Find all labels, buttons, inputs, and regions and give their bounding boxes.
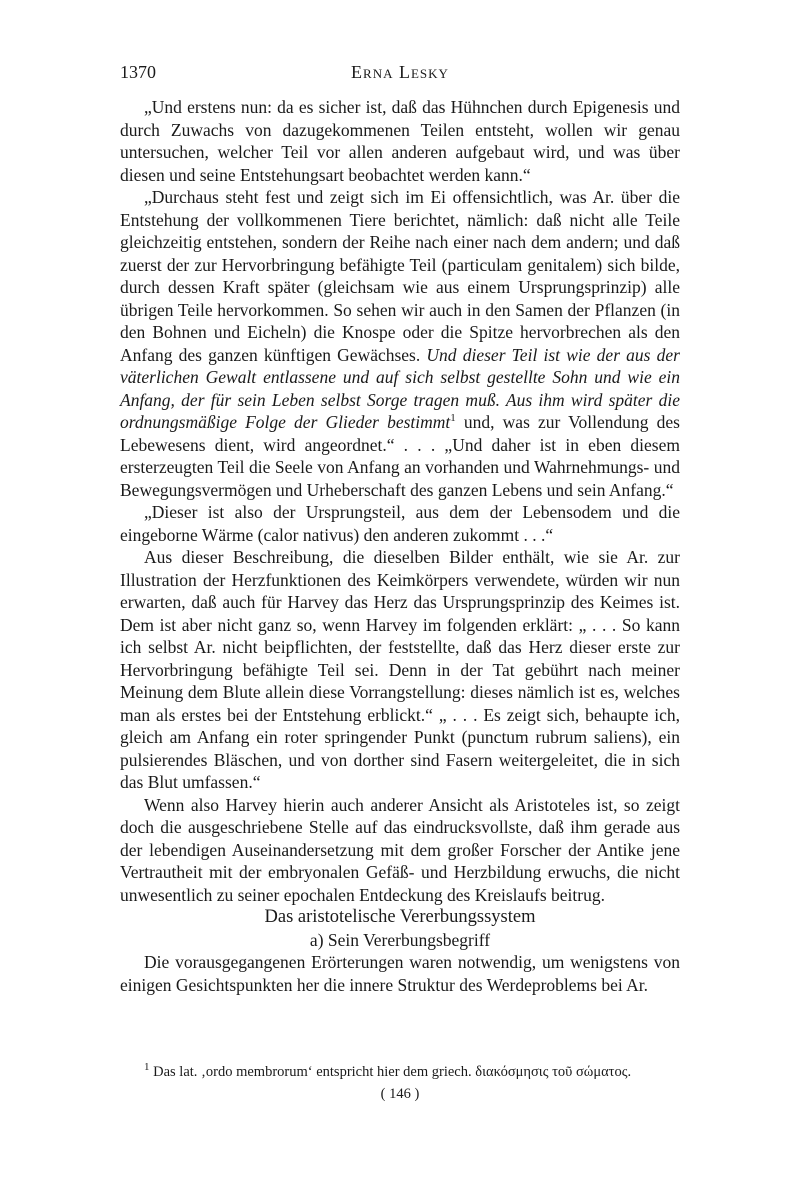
paragraph-2 xyxy=(120,186,680,501)
paragraph-2-italic: Und dieser Teil ist wie der aus der väterlichen Gewalt entlassene und auf sich selbst gestellte Sohn und wie ein Anfang, der für sein Leben selbst Sorge tragen muß. Aus ihm wird später die ordnungsmäßige Folge der Glieder bestimmt xyxy=(120,344,680,432)
paragraph-1: „Und erstens nun: da es sicher ist, daß das Hühnchen durch Epigenesis und durch Zuwachs von dazugekommenen Teilen entsteht, wollen wir genau untersuchen, welcher Teil vor allen anderen aufgebaut wird, und was über diesen und seine Entstehungsart beobachtet werden kann.“ xyxy=(120,97,680,185)
subsection-heading: a) Sein Vererbungsbegriff xyxy=(309,929,491,950)
footnote-reference: 1 xyxy=(450,412,456,425)
footnote-text: Das lat. ‚ordo membrorum‘ entspricht hier dem griech. διακόσμησις τοῦ σώματος. xyxy=(153,1064,632,1080)
section-heading: Das aristotelische Vererbungssystem xyxy=(264,907,536,927)
footnote-marker: 1 xyxy=(144,1061,150,1074)
footer-page-number: ( 146 ) xyxy=(380,1086,420,1102)
paragraph-4: Aus dieser Beschreibung, die dieselben Bilder enthält, wie sie Ar. zur Illustration der Herzfunktionen des Keimkörpers verwendete, würden wir nun erwarten, daß auch für Harvey das Herz das Ursprungsprinzip des Keimes ist. Dem ist aber nicht ganz so, wenn Harvey im folgenden erklärt: „ . . . So kann ich selbst Ar. nicht beipflichten, der feststellte, daß das Herz dieser erste zur Hervorbringung befähigte Teil sei. Denn in der Tat gebührt nach meiner Meinung dem Blute allein diese Vorrangstellung: dieses nämlich ist es, welches man als erstes bei der Entstehung erblickt.“ „ . . . Es zeigt sich, behaupte ich, gleich am Anfang ein roter springender Punkt (punctum rubrum saliens), ein pulsierendes Bläschen, und von dorther sind Fasern weitergeleitet, die in sich das Blut umfassen.“ xyxy=(120,547,680,792)
paragraph-2-part-1: „Durchaus steht fest und zeigt sich im Ei offensichtlich, was Ar. über die Entstehung der vollkommenen Tiere berichtet, nämlich: daß nicht alle Teile gleichzeitig entstehen, sondern der Reihe nach einer nach dem andern; und daß zuerst der zur Hervorbringung befähigte Teil (particulam genitalem) sich bilde, durch dessen Kraft später (gleichsam wie aus einem Ursprungsprinzip) alle übrigen Teile hervorkommen. So sehen wir auch in den Samen der Pflanzen (in den Bohnen und Eicheln) die Knospe oder die Spitze hervorbrechen als den Anfang des ganzen künftigen Gewächses. xyxy=(120,187,680,365)
body-text xyxy=(120,96,680,996)
page-header xyxy=(120,62,680,86)
paragraph-2-part-2: und, was zur Vollendung des Lebewesens dient, wird angeordnet.“ . . . „Und daher ist in eben diesem ersterzeugten Teil die Seele von Anfang an vorhanden und Wahrnehmungs- und Bewegungsvermögen und Urheberschaft des ganzen Lebens und sein Anfang.“ xyxy=(120,412,680,500)
paragraph-5: Wenn also Harvey hierin auch anderer Ansicht als Aristoteles ist, so zeigt doch die ausgeschriebene Stelle auf das eindrucksvollste, daß ihm gerade aus der lebendigen Auseinandersetzung mit dem großer Forscher der Antike jene Vertrautheit mit der embryonalen Gefäß- und Herzbildung erwuchs, die nicht unwesentlich zu seiner epochalen Entdeckung des Kreislaufs beitrug. xyxy=(120,794,680,905)
running-head: Erna Lesky xyxy=(351,62,449,82)
page-number: 1370 xyxy=(120,62,156,82)
paragraph-3: „Dieser ist also der Ursprungsteil, aus dem der Lebensodem und die eingeborne Wärme (calor nativus) den anderen zukommt . . .“ xyxy=(120,502,680,545)
paragraph-6: Die vorausgegangenen Erörterungen waren notwendig, um wenigstens von einigen Gesichtspunkten her die innere Struktur des Werdeproblems bei Ar. xyxy=(120,952,680,995)
footnote xyxy=(120,1063,680,1081)
